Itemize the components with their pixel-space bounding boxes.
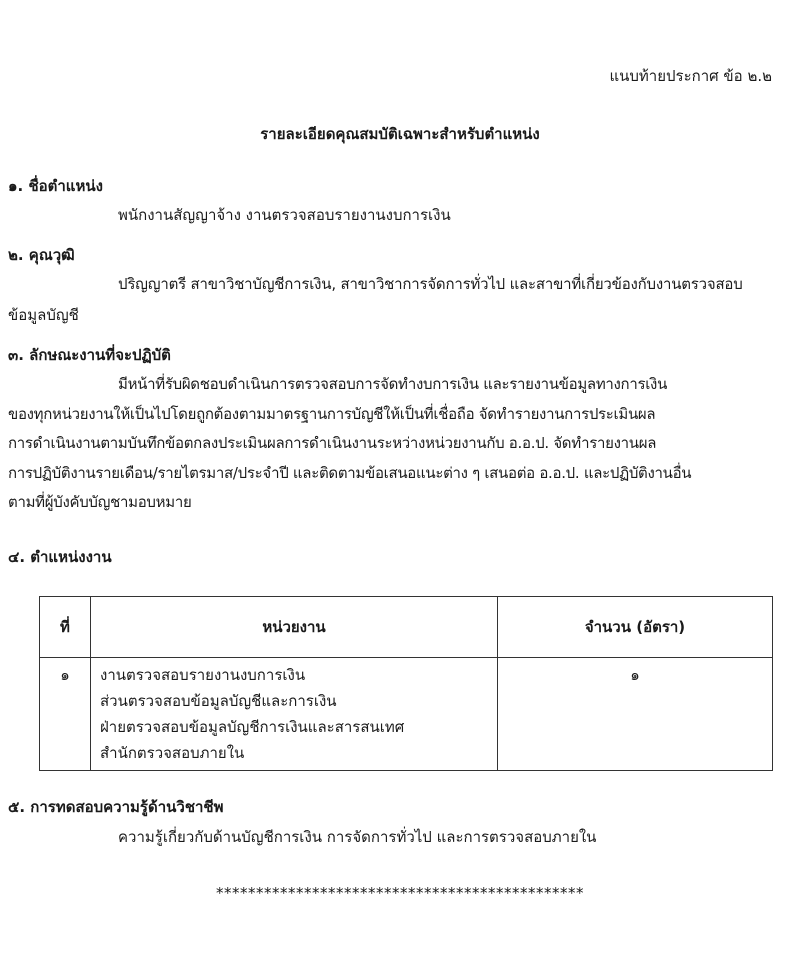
- row-count: ๑: [498, 658, 773, 771]
- qualification-line-1: ปริญญาตรี สาขาวิชาบัญชีการเงิน, สาขาวิชาการจัดการทั่วไป และสาขาที่เกี่ยวข้องกับงานตรวจสอบ: [118, 275, 743, 293]
- annex-reference: แนบท้ายประกาศ ข้อ ๒.๒: [609, 67, 772, 85]
- row-no: ๑: [40, 658, 91, 771]
- unit-line: สำนักตรวจสอบภายใน: [100, 744, 245, 762]
- unit-line: ฝ่ายตรวจสอบข้อมูลบัญชีการเงินและสารสนเทศ: [100, 718, 405, 736]
- positions-table: [39, 596, 773, 771]
- row-unit: [91, 658, 498, 771]
- unit-line: งานตรวจสอบรายงานงบการเงิน: [100, 666, 306, 684]
- section-2-heading: ๒. คุณวุฒิ: [8, 246, 75, 264]
- job-description-line: ตามที่ผู้บังคับบัญชามอบหมาย: [8, 493, 192, 511]
- header-no: ที่: [40, 597, 91, 658]
- table-header-row: [40, 597, 773, 658]
- section-1-heading: ๑. ชื่อตำแหน่ง: [8, 177, 103, 195]
- position-name: พนักงานสัญญาจ้าง งานตรวจสอบรายงานงบการเงิน: [118, 206, 451, 224]
- separator-line: **********************************************: [216, 884, 584, 902]
- qualification-text: [8, 269, 788, 331]
- professional-test-text: ความรู้เกี่ยวกับด้านบัญชีการเงิน การจัดการทั่วไป และการตรวจสอบภายใน: [118, 828, 597, 846]
- job-description: [8, 370, 788, 518]
- document-title: รายละเอียดคุณสมบัติเฉพาะสำหรับตำแหน่ง: [260, 125, 540, 143]
- job-description-line: มีหน้าที่รับผิดชอบดำเนินการตรวจสอบการจัดทำงบการเงิน และรายงานข้อมูลทางการเงิน: [118, 375, 668, 393]
- section-4-heading: ๔. ตำแหน่งงาน: [8, 548, 112, 566]
- header-count: จำนวน (อัตรา): [498, 597, 773, 658]
- section-3-heading: ๓. ลักษณะงานที่จะปฏิบัติ: [8, 346, 171, 364]
- job-description-line: การดำเนินงานตามบันทึกข้อตกลงประเมินผลการดำเนินงานระหว่างหน่วยงานกับ อ.อ.ป. จัดทำรายงานผล: [8, 434, 657, 452]
- table-row: [40, 658, 773, 771]
- header-unit: หน่วยงาน: [91, 597, 498, 658]
- qualification-line-2: ข้อมูลบัญชี: [8, 306, 79, 324]
- job-description-line: การปฏิบัติงานรายเดือน/รายไตรมาส/ประจำปี และติดตามข้อเสนอแนะต่าง ๆ เสนอต่อ อ.อ.ป. และปฏิบัติงานอื่น: [8, 463, 692, 482]
- section-5-heading: ๕. การทดสอบความรู้ด้านวิชาชีพ: [8, 798, 224, 816]
- unit-line: ส่วนตรวจสอบข้อมูลบัญชีและการเงิน: [100, 692, 337, 710]
- job-description-line: ของทุกหน่วยงานให้เป็นไปโดยถูกต้องตามมาตรฐานการบัญชีให้เป็นที่เชื่อถือ จัดทำรายงานการประเมินผล: [8, 404, 656, 423]
